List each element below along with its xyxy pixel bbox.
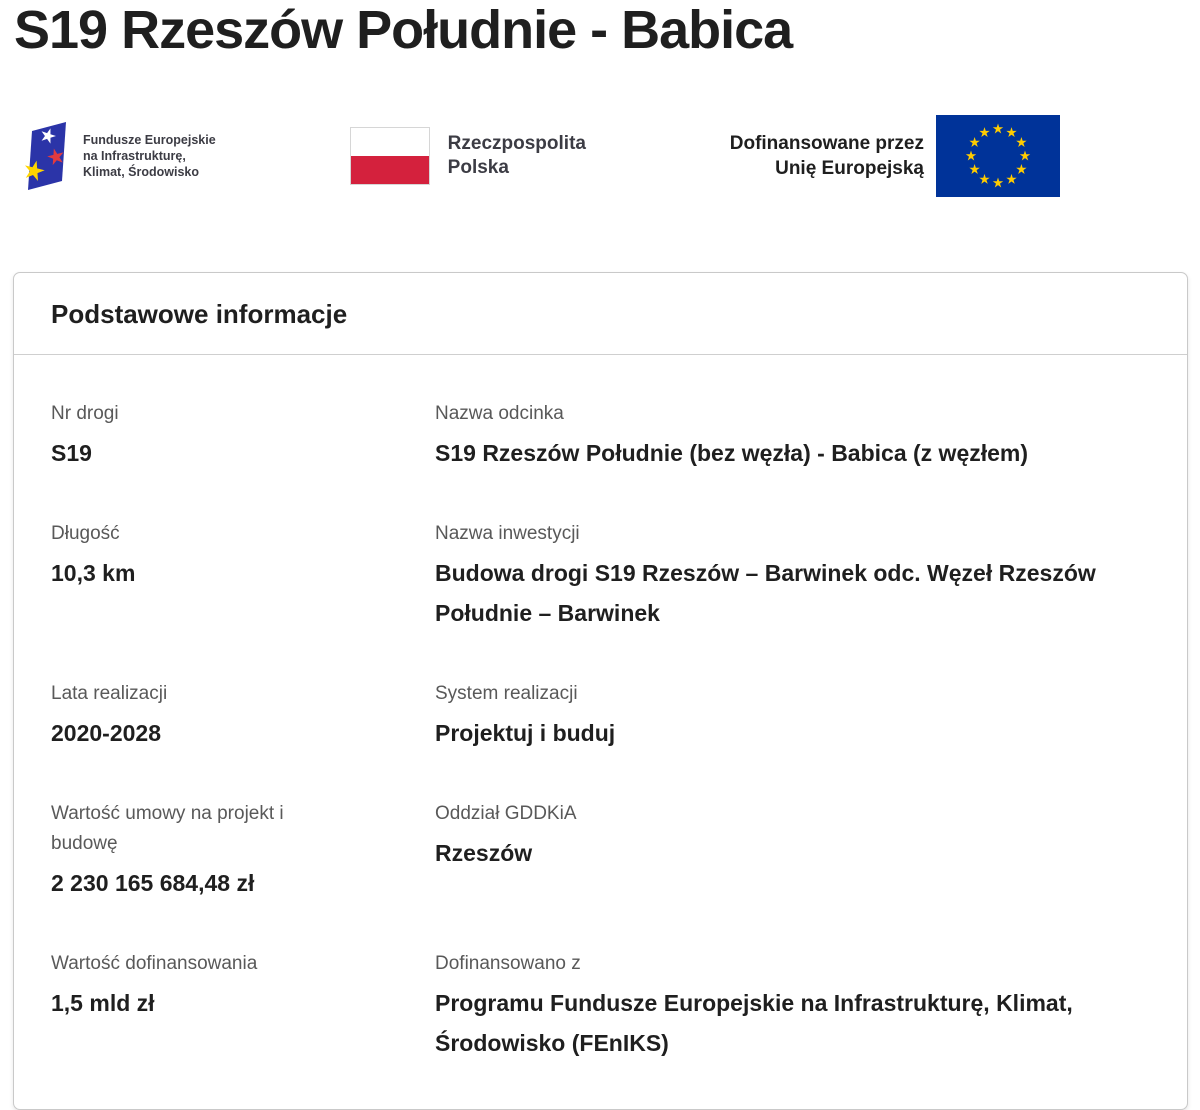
field-value: S19 [51, 440, 92, 466]
poland-flag-icon [350, 127, 430, 185]
eu-funds-logo [25, 118, 216, 194]
field-realization-years [51, 679, 435, 753]
eu-cofunded-line1: Dofinansowane przez [729, 133, 924, 154]
field-value: S19 Rzeszów Południe (bez węzła) - Babica (z węzłem) [435, 440, 1029, 466]
field-investment-name [435, 519, 1145, 633]
eu-cofunded-logo [730, 115, 1060, 197]
eu-funds-logo-line1: Fundusze Europejskie [83, 133, 216, 147]
field-cofunded-from [435, 949, 1145, 1063]
field-label: Wartość dofinansowania [51, 953, 258, 974]
field-value: Programu Fundusze Europejskie na Infrastrukturę, Klimat, Środowisko (FEnIKS) [435, 990, 1073, 1056]
field-value: 1,5 mld zł [51, 990, 155, 1016]
field-contract-value [51, 799, 435, 903]
field-label: Nazwa inwestycji [435, 523, 580, 544]
field-label: Nazwa odcinka [435, 403, 564, 424]
field-label: Lata realizacji [51, 683, 168, 704]
poland-logo [350, 127, 586, 185]
field-label: Nr drogi [51, 403, 119, 424]
field-cofunding-value [51, 949, 435, 1063]
field-label: Wartość umowy na projekt i budowę [51, 803, 284, 854]
field-label: Długość [51, 523, 120, 544]
funding-logos-bar [0, 108, 1200, 204]
basic-info-card-title: Podstawowe informacje [51, 299, 348, 329]
page-title: S19 Rzeszów Południe - Babica [14, 0, 793, 60]
field-value: Projektuj i buduj [435, 720, 616, 746]
field-value: 2020-2028 [51, 720, 161, 746]
poland-logo-line1: Rzeczpospolita [447, 133, 586, 154]
field-label: System realizacji [435, 683, 578, 704]
field-value: 10,3 km [51, 560, 136, 586]
eu-cofunded-text [730, 131, 924, 181]
basic-info-card [13, 272, 1188, 1110]
field-value: 2 230 165 684,48 zł [51, 870, 255, 896]
field-label: Oddział GDDKiA [435, 803, 577, 824]
field-realization-system [435, 679, 1145, 753]
basic-info-card-header [14, 273, 1187, 355]
poland-logo-text [448, 132, 586, 180]
eu-funds-logo-line2: na Infrastrukturę, [83, 149, 186, 163]
poland-logo-line2: Polska [447, 157, 509, 178]
eu-flag-icon [936, 115, 1060, 197]
field-gddkia-branch [435, 799, 1145, 903]
eu-funds-flag-icon [25, 118, 71, 194]
field-section-name [435, 399, 1145, 473]
field-road-number [51, 399, 435, 473]
eu-cofunded-line2: Unię Europejską [775, 158, 924, 179]
field-value: Rzeszów [435, 840, 533, 866]
basic-info-card-body [14, 355, 1187, 1109]
field-value: Budowa drogi S19 Rzeszów – Barwinek odc. Węzeł Rzeszów Południe – Barwinek [435, 560, 1096, 626]
field-label: Dofinansowano z [435, 953, 581, 974]
field-length [51, 519, 435, 633]
eu-funds-logo-text [83, 132, 216, 180]
eu-funds-logo-line3: Klimat, Środowisko [83, 165, 199, 179]
